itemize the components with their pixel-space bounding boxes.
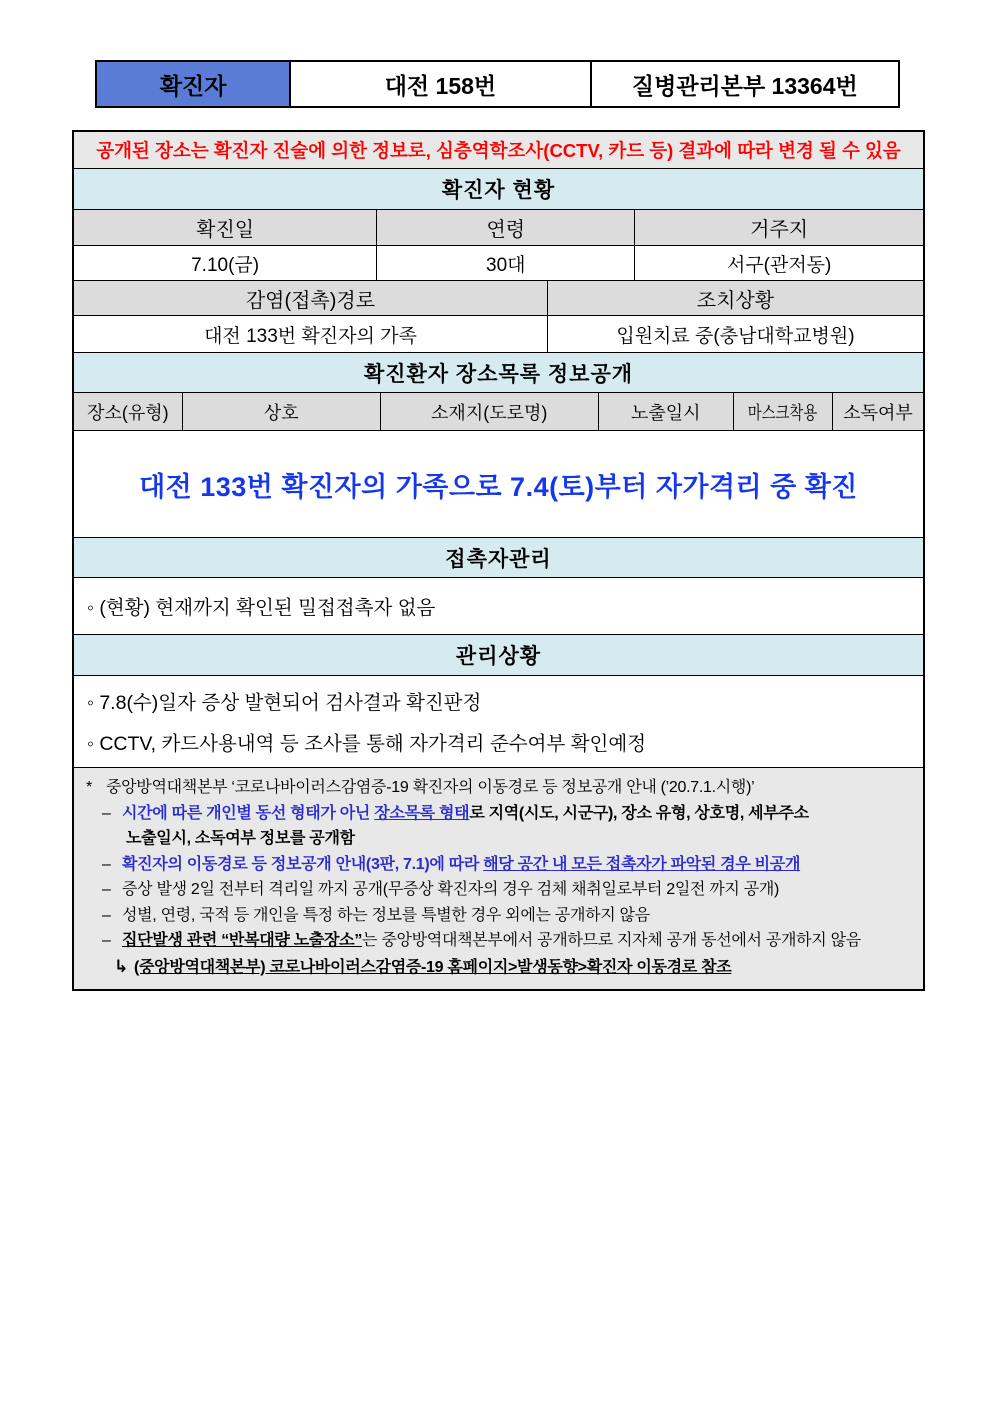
management-item: ◦ 7.8(수)일자 증상 발현되어 검사결과 확진판정: [87, 692, 482, 714]
footnotes: [74, 767, 923, 989]
footnote-marker: –: [102, 906, 111, 924]
footnote-marker: –: [102, 855, 111, 873]
footnote-segment: 해당 공간 내 모든 접촉자가 파악된 경우 비공개: [483, 855, 801, 873]
contacts-content-row: [74, 577, 923, 634]
footnote-segment: 시간에 따른 개인별 동선 형태가 아닌: [122, 804, 375, 822]
col-address: 소재지(도로명): [380, 393, 598, 430]
footnote-segment: 로 지역(시도, 시군구), 장소 유형, 상호명, 세부주소: [469, 804, 809, 822]
places-column-header-row: [74, 392, 923, 430]
status-value-row: [74, 245, 923, 280]
col-place-type: 장소(유형): [87, 402, 169, 423]
value-residence: 서구(관저동): [634, 246, 923, 280]
section-title-places: 확진환자 장소목록 정보공개: [74, 352, 923, 392]
management-content-row: [74, 675, 923, 767]
footnote-line: [78, 826, 917, 852]
disclosure-warning: 공개된 장소는 확진자 진술에 의한 정보로, 심층역학조사(CCTV, 카드 등) 결과에 따라 변경 될 수 있음: [74, 132, 923, 168]
header-residence: 거주지: [634, 210, 923, 245]
footnote-marker: –: [102, 881, 111, 898]
header-age: 연령: [376, 210, 634, 245]
footnote-marker: –: [102, 932, 111, 949]
footnote-line: [78, 954, 917, 981]
header-confirm-date: 확진일: [196, 219, 255, 241]
col-business-name: 상호: [182, 393, 380, 430]
route-header-row: [74, 280, 923, 315]
col-mask-worn: [733, 393, 832, 430]
footnote-line: [78, 903, 917, 929]
status-header-row: [74, 209, 923, 245]
route-value-row: [74, 315, 923, 352]
section-title-management: 관리상황: [74, 634, 923, 675]
section-title-status: 확진자 현황: [74, 168, 923, 209]
case-id-table: [95, 60, 900, 108]
footnote-segment: 집단발생 관련 “반복대량 노출장소”: [122, 932, 363, 949]
header-infection-route: 감염(접촉)경로: [245, 289, 376, 312]
section-title-contacts: 접촉자관리: [74, 537, 923, 577]
footnote-line: [78, 801, 917, 827]
col-mask-worn-label: 마스크착용: [748, 402, 818, 423]
contacts-item: ◦ (현황) 현재까지 확인된 밀접접촉자 없음: [87, 597, 436, 619]
col-disinfection: 소독여부: [832, 393, 923, 430]
footnote-line: [78, 928, 917, 954]
quarantine-notice-row: [74, 430, 923, 537]
footnote-marker: ↳: [114, 956, 128, 976]
footnote-marker: *: [86, 779, 92, 796]
case-detail-table: [72, 130, 925, 991]
value-age: 30대: [376, 246, 634, 280]
footnote-segment: 중앙방역대책본부 ‘코로나바이러스감염증-19 확진자의 이동경로 등 정보공개 안내 (’20.7.1.시행)’: [106, 779, 755, 796]
footnote-line: [78, 852, 917, 878]
footnote-marker: –: [102, 804, 111, 822]
footnote-segment: 성별, 연령, 국적 등 개인을 특정 하는 정보를 특별한 경우 외에는 공개하지 않음: [122, 906, 650, 924]
col-exposure-time: 노출일시: [598, 393, 733, 430]
case-national-number: 질병관리본부 13364번: [590, 62, 898, 106]
footnote-line: [78, 877, 917, 903]
footnote-segment: 는 중앙방역대책본부에서 공개하므로 지자체 공개 동선에서 공개하지 않음: [362, 932, 861, 949]
value-action-status: 입원치료 중(충남대학교병원): [547, 316, 923, 352]
value-infection-route: 대전 133번 확진자의 가족: [74, 316, 547, 352]
case-type-badge: 확진자: [97, 62, 289, 106]
footnote-segment: 장소목록 형태: [374, 804, 470, 822]
footnote-segment: 확진자의 이동경로 등 정보공개 안내(3판, 7.1)에 따라: [122, 855, 484, 873]
case-local-number: 대전 158번: [289, 62, 589, 106]
footnote-segment: 노출일시, 소독여부 정보를 공개함: [126, 830, 355, 847]
footnote-line: [78, 775, 917, 801]
footnote-segment: (중앙방역대책본부) 코로나바이러스감염증-19 홈페이지>발생동향>확진자 이동경로 참조: [134, 958, 732, 976]
value-confirm-date: 7.10(금): [74, 246, 376, 280]
management-item: ◦ CCTV, 카드사용내역 등 조사를 통해 자가격리 준수여부 확인예정: [87, 733, 647, 755]
header-action-status: 조치상황: [547, 281, 923, 315]
quarantine-notice-text: 대전 133번 확진자의 가족으로 7.4(토)부터 자가격리 중 확진: [139, 471, 858, 502]
footnote-segment: 증상 발생 2일 전부터 격리일 까지 공개(무증상 확진자의 경우 검체 채취일로부터 2일전 까지 공개): [122, 881, 780, 898]
